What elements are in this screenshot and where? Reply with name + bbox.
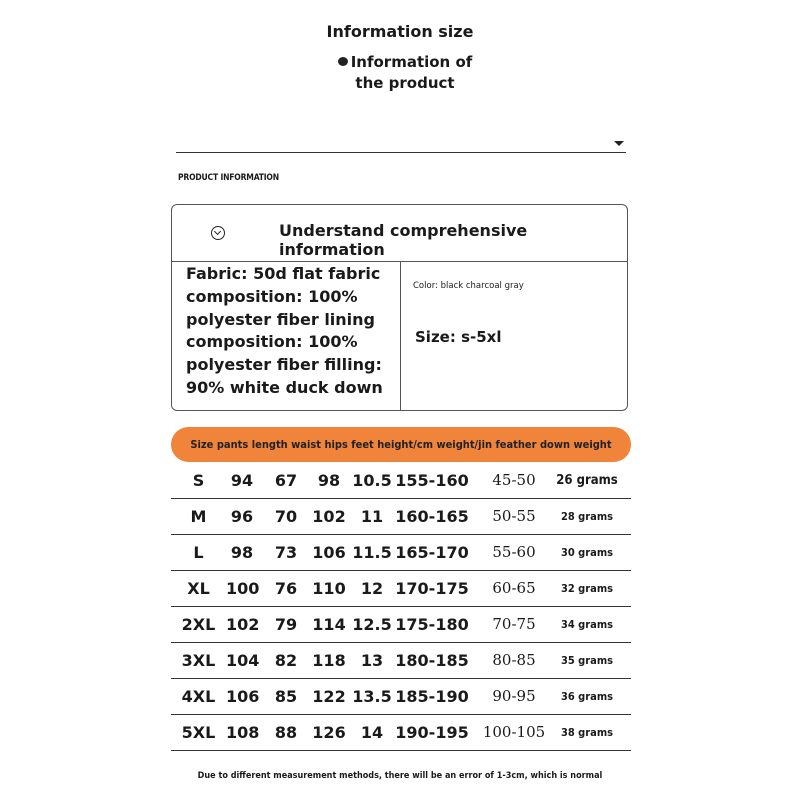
product-info-box xyxy=(171,204,628,411)
table-row xyxy=(171,535,631,571)
section-label: PRODUCT INFORMATION xyxy=(178,173,279,183)
cell-hips: 106 xyxy=(312,543,346,562)
cell-waist: 79 xyxy=(274,615,298,634)
bullet-dot-icon xyxy=(338,57,348,66)
info-box-divider xyxy=(400,262,401,411)
cell-feather: 35 grams xyxy=(560,654,614,667)
cell-size: M xyxy=(190,507,207,526)
table-row xyxy=(171,715,631,751)
size-table-header: Size pants length waist hips feet height/cm weight/jin feather down weight xyxy=(171,427,631,462)
fabric-description: Fabric: 50d flat fabric composition: 100% polyester fiber lining composition: 100% polyester fiber filling: 90% white duck down xyxy=(186,264,383,397)
cell-waist: 73 xyxy=(274,543,298,562)
cell-height: 155-160 xyxy=(395,471,469,490)
cell-weight: 50-55 xyxy=(492,507,536,525)
cell-feet: 12 xyxy=(360,579,384,598)
size-range-info: Size: s-5xl xyxy=(415,328,502,346)
cell-size: 3XL xyxy=(181,651,216,670)
cell-feet: 13 xyxy=(360,651,384,670)
table-row xyxy=(171,679,631,715)
cell-height: 190-195 xyxy=(395,723,469,742)
cell-height: 180-185 xyxy=(395,651,469,670)
cell-weight: 60-65 xyxy=(492,579,536,597)
cell-waist: 76 xyxy=(274,579,298,598)
cell-feather: 36 grams xyxy=(560,690,614,703)
color-info: Color: black charcoal gray xyxy=(413,281,524,291)
cell-weight: 55-60 xyxy=(492,543,536,561)
cell-waist: 88 xyxy=(274,723,298,742)
cell-feet: 12.5 xyxy=(352,615,392,634)
page-title: Information size xyxy=(326,22,474,41)
cell-height: 165-170 xyxy=(395,543,469,562)
cell-hips: 110 xyxy=(312,579,346,598)
caret-down-icon xyxy=(614,141,624,146)
cell-feather: 28 grams xyxy=(560,510,614,523)
cell-feather: 30 grams xyxy=(560,546,614,559)
cell-size: L xyxy=(193,543,204,562)
cell-feet: 11 xyxy=(360,507,384,526)
cell-size: S xyxy=(192,471,205,490)
cell-size: 5XL xyxy=(181,723,216,742)
cell-hips: 122 xyxy=(312,687,346,706)
table-row xyxy=(171,463,631,499)
cell-hips: 114 xyxy=(312,615,346,634)
cell-pants: 102 xyxy=(226,615,260,634)
cell-size: 2XL xyxy=(181,615,216,634)
cell-pants: 98 xyxy=(230,543,254,562)
chevron-down-circle-icon xyxy=(211,226,225,240)
table-row xyxy=(171,607,631,643)
cell-size: XL xyxy=(187,579,210,598)
info-box-heading: Understand comprehensive information xyxy=(279,221,528,259)
page-subtitle xyxy=(330,52,480,94)
cell-height: 170-175 xyxy=(395,579,469,598)
cell-weight: 70-75 xyxy=(492,615,536,633)
measurement-footnote: Due to different measurement methods, there will be an error of 1-3cm, which is normal xyxy=(197,771,603,781)
cell-feather: 34 grams xyxy=(560,618,614,631)
cell-waist: 85 xyxy=(274,687,298,706)
cell-height: 175-180 xyxy=(395,615,469,634)
cell-waist: 82 xyxy=(274,651,298,670)
page-subtitle-text: Information of the product xyxy=(350,53,473,92)
cell-feet: 14 xyxy=(360,723,384,742)
cell-pants: 100 xyxy=(226,579,260,598)
cell-hips: 102 xyxy=(312,507,346,526)
cell-feather: 38 grams xyxy=(560,726,614,739)
cell-pants: 94 xyxy=(230,471,254,490)
table-row xyxy=(171,499,631,535)
info-box-header xyxy=(172,205,627,262)
cell-size: 4XL xyxy=(181,687,216,706)
cell-feet: 10.5 xyxy=(352,471,392,490)
cell-feet: 11.5 xyxy=(352,543,392,562)
cell-feather: 32 grams xyxy=(560,582,614,595)
cell-feet: 13.5 xyxy=(352,687,392,706)
cell-hips: 98 xyxy=(317,471,341,490)
cell-waist: 67 xyxy=(274,471,298,490)
table-row xyxy=(171,643,631,679)
cell-weight: 45-50 xyxy=(492,471,536,489)
cell-waist: 70 xyxy=(274,507,298,526)
cell-height: 185-190 xyxy=(395,687,469,706)
cell-pants: 104 xyxy=(226,651,260,670)
cell-weight: 80-85 xyxy=(492,651,536,669)
cell-pants: 108 xyxy=(226,723,260,742)
cell-weight: 90-95 xyxy=(492,687,536,705)
cell-pants: 106 xyxy=(226,687,260,706)
cell-weight: 100-105 xyxy=(482,723,546,741)
cell-feather: 26 grams xyxy=(556,473,618,488)
divider-line xyxy=(176,152,626,153)
cell-hips: 126 xyxy=(312,723,346,742)
cell-hips: 118 xyxy=(312,651,346,670)
cell-pants: 96 xyxy=(230,507,254,526)
table-row xyxy=(171,571,631,607)
cell-height: 160-165 xyxy=(395,507,469,526)
